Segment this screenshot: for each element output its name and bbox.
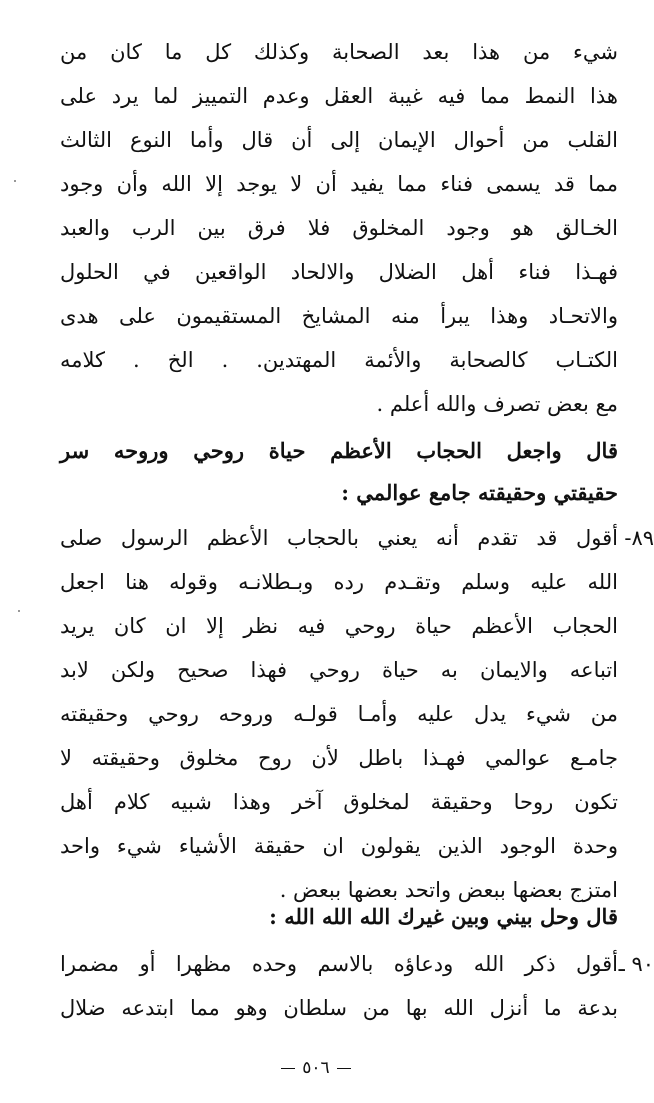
text-line: القلب من أحوال الإيمان إلى أن قال وأما النوع الثالث (60, 128, 618, 152)
text-line: هذا النمط مما فيه غيبة العقل وعدم التمييز لما يرد على (60, 84, 618, 108)
paragraph-continuation (60, 30, 618, 426)
text-line: جامـع عوالمي فهـذا باطل لأن روح مخلوق وحقيقته لا (60, 746, 618, 770)
paragraph-number: ٨٩- (624, 526, 654, 550)
text-line: فهـذا فناء أهل الضلال والالحاد الواقعين في الحلول (60, 260, 618, 284)
text-line: من شيء يدل عليه وأمـا قولـه وروحه روحي وحقيقته (60, 702, 618, 726)
text-line-content: أقول ذكر الله ودعاؤه بالاسم وحده مظهرا أو مضمرا (60, 952, 618, 976)
text-line: مع بعض تصرف والله أعلم . (376, 392, 618, 416)
text-line: والاتحـاد وهذا يبرأ منه المشايخ المستقيمون على هدى (60, 304, 618, 328)
text-line: الكتـاب كالصحابة والأئمة المهتدين. . الخ . كلامه (60, 348, 618, 372)
text-line: اتباعه والايمان به حياة روحي فهذا صحيح ولكن لابد (60, 658, 618, 682)
heading-line: حقيقتي وحقيقته جامع عوالمي : (341, 480, 618, 505)
text-line (60, 516, 654, 560)
text-line: امتزج بعضها ببعض واتحد بعضها ببعض . (279, 878, 618, 902)
paragraph-number: ٩٠ ـ (618, 952, 654, 976)
paragraph-89 (60, 516, 654, 912)
page-number: ٥٠٦ (302, 1058, 330, 1078)
text-line: الله عليه وسلم وتقـدم رده وبـطلانـه وقوله هنا اجعل (60, 570, 618, 594)
page-footer (0, 1058, 632, 1078)
text-line: وحدة الوجود الذين يقولون ان حقيقة الأشياء شيء واحد (60, 834, 618, 858)
quoted-heading (60, 430, 618, 514)
paragraph-90 (60, 942, 654, 1030)
heading-line: قال وحل بيني وبين غيرك الله الله الله : (269, 904, 618, 929)
text-line: الخـالق هو وجود المخلوق فلا فرق بين الرب والعبد (60, 216, 618, 240)
quoted-heading (60, 896, 618, 938)
ornament-dash (337, 1068, 351, 1069)
text-line: بدعة ما أنزل الله بها من سلطان وهو مما ابتدعه ضلال (60, 996, 618, 1020)
scan-speck (14, 180, 16, 182)
text-line (60, 942, 654, 986)
text-line-content: أقول قد تقدم أنه يعني بالحجاب الأعظم الرسول صلى (60, 526, 618, 550)
text-line: مما قد يسمى فناء مما يفيد أن لا يوجد إلا الله وأن وجود (60, 172, 618, 196)
text-line: تكون روحا وحقيقة لمخلوق آخر وهذا شبيه كلام أهل (60, 790, 618, 814)
text-line: شيء من هذا بعد الصحابة وكذلك كل ما كان من (60, 40, 618, 64)
scan-speck (18, 610, 20, 612)
heading-line: قال واجعل الحجاب الأعظم حياة روحي وروحه سر (60, 438, 618, 463)
text-line: الحجاب الأعظم حياة روحي فيه نظر إلا ان كان يريد (60, 614, 618, 638)
ornament-dash (281, 1068, 295, 1069)
